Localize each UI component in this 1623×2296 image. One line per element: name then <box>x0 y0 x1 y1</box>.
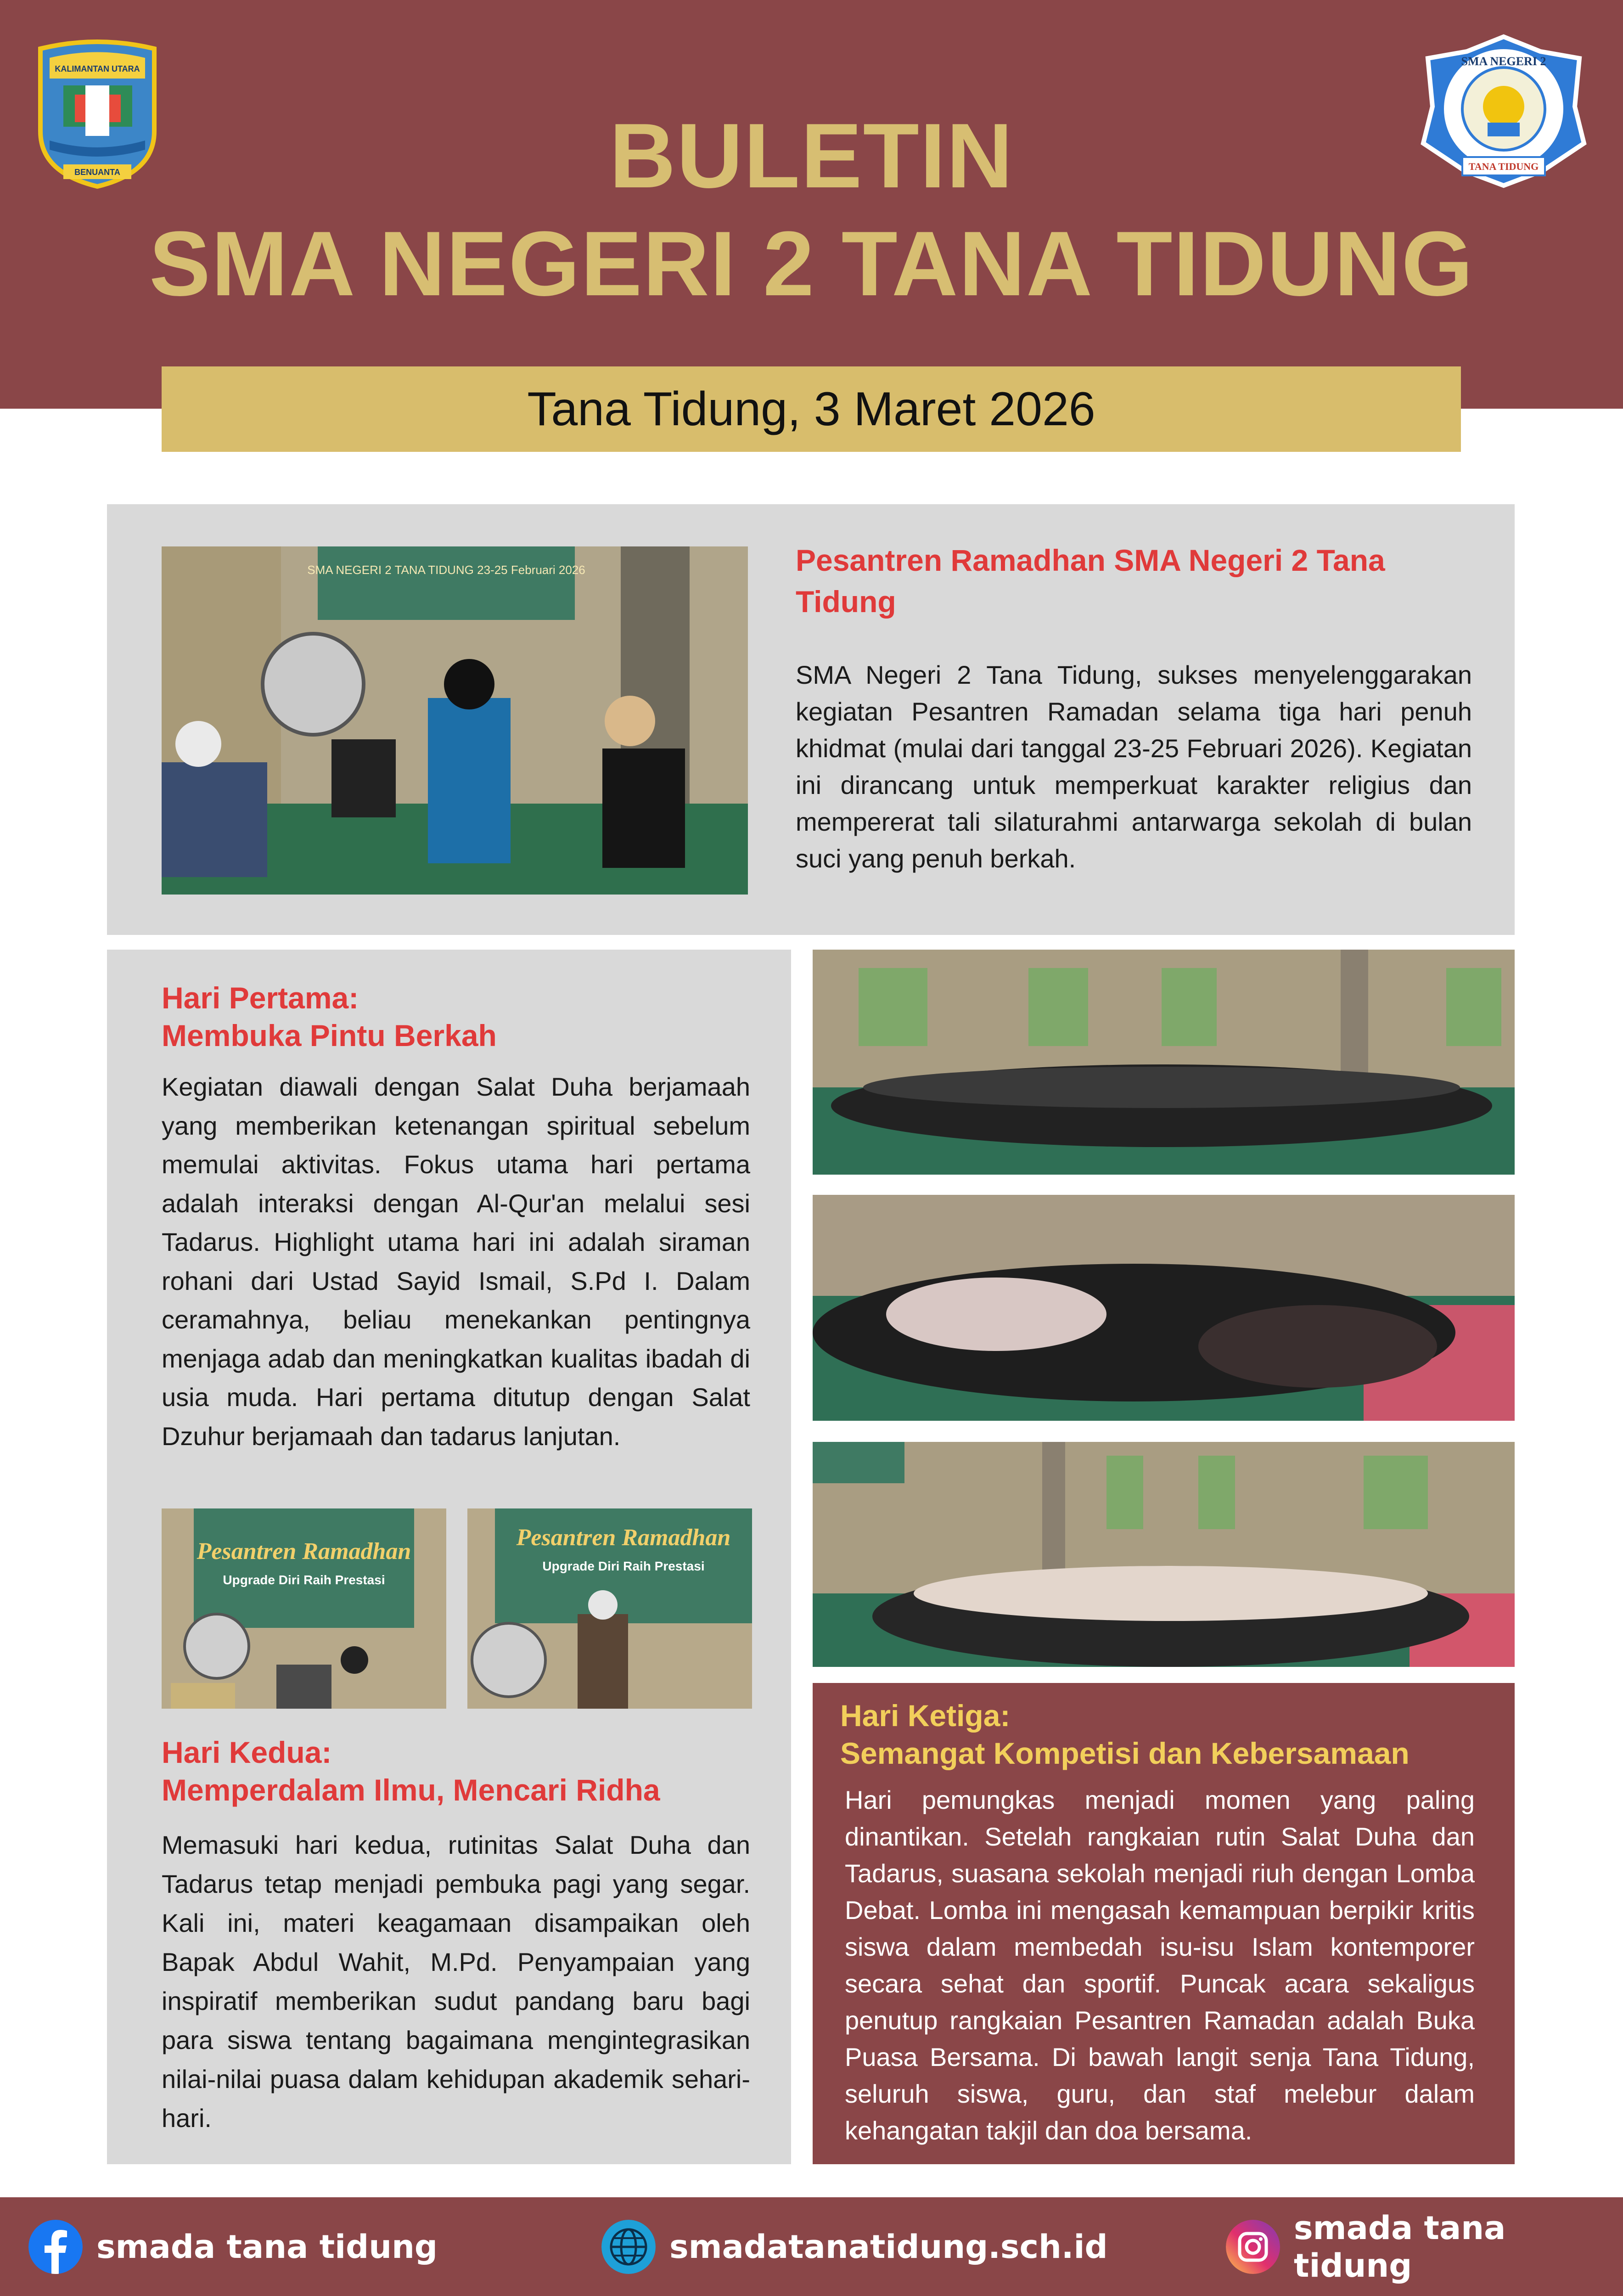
svg-text:Pesantren Ramadhan: Pesantren Ramadhan <box>516 1525 731 1551</box>
instagram-handle: smada tana tidung <box>1294 2209 1506 2285</box>
day1-speaker-photo-2 <box>467 1508 752 1709</box>
facebook-icon <box>28 2220 83 2274</box>
day1-speaker-photo-1 <box>162 1508 446 1709</box>
day1-body: Kegiatan diawali dengan Salat Duha berjamaah yang memberikan ketenangan spiritual sebelum memulai aktivitas. Fokus utama hari pertama adalah interaksi dengan Al-Qur'an melalui sesi Tadarus. Highlight utama hari ini adalah siraman rohani dari Ustad Sayid Ismail, S.Pd I. Dalam ceramahnya, beliau menekankan pentingnya menjaga adab dan meningkatkan kualitas ibadah di usia muda. Hari pertama ditutup dengan Salat Dzuhur berjamaah dan tadarus lanjutan. <box>162 1072 750 1451</box>
svg-text:SMA NEGERI 2: SMA NEGERI 2 <box>1461 55 1546 68</box>
website-link[interactable] <box>601 2197 1108 2296</box>
svg-text:KALIMANTAN UTARA: KALIMANTAN UTARA <box>55 64 140 73</box>
svg-text:Pesantren Ramadhan: Pesantren Ramadhan <box>197 1538 411 1564</box>
date-text: Tana Tidung, 3 Maret 2026 <box>527 382 1095 436</box>
svg-text:Upgrade Diri Raih Prestasi: Upgrade Diri Raih Prestasi <box>542 1559 705 1573</box>
globe-icon <box>601 2220 656 2274</box>
day1-heading <box>162 979 758 1054</box>
students-reading-photo <box>813 1195 1515 1421</box>
svg-text:SMA NEGERI 2 TANA TIDUNG 23-25: SMA NEGERI 2 TANA TIDUNG 23-25 Februari 2026 <box>307 563 585 577</box>
day3-title-line1: Hari Ketiga: <box>840 1699 1011 1733</box>
bulletin-title: BULETIN <box>609 105 1014 207</box>
day3-body: Hari pemungkas menjadi momen yang paling dinantikan. Setelah rangkaian rutin Salat Duha dan Tadarus, suasana sekolah menjadi riuh dengan Lomba Debat. Lomba ini mengasah kemampuan berpikir kritis siswa dalam membedah isu-isu Islam kontemporer secara sehat dan sportif. Puncak acara sekaligus penutup rangkaian Pesantren Ramadan adalah Buka Puasa Bersama. Di bawah langit senja Tana Tidung, seluruh siswa, guru, dan staf melebur dalam kehangatan takjil dan doa bersama. <box>845 1785 1475 2145</box>
svg-text:Upgrade Diri Raih Prestasi: Upgrade Diri Raih Prestasi <box>223 1573 385 1587</box>
facebook-link[interactable] <box>28 2197 438 2296</box>
main-article-title: Pesantren Ramadhan SMA Negeri 2 Tana Tidung <box>796 543 1385 619</box>
day2-heading <box>162 1733 758 1809</box>
day3-heading <box>840 1697 1492 1772</box>
instagram-icon <box>1226 2220 1280 2274</box>
opening-session-photo <box>162 546 748 895</box>
facebook-handle: smada tana tidung <box>96 2228 438 2266</box>
day1-title-line2: Membuka Pintu Berkah <box>162 1019 497 1052</box>
students-hall-photo-2 <box>813 1442 1515 1667</box>
date-band <box>162 366 1461 452</box>
day2-body: Memasuki hari kedua, rutinitas Salat Duha dan Tadarus tetap menjadi pembuka pagi yang segar. Kali ini, materi keagamaan disampaikan oleh Bapak Abdul Wahit, M.Pd. Penyampaian yang inspiratif memberikan sudut pandang baru bagi para siswa tentang bagaimana mengintegrasikan nilai-nilai puasa dalam kehidupan akademik sehari-hari. <box>162 1830 750 2133</box>
day2-title-line1: Hari Kedua: <box>162 1735 332 1769</box>
school-name-title: SMA NEGERI 2 TANA TIDUNG <box>149 213 1474 315</box>
day3-title-line2: Semangat Kompetisi dan Kebersamaan <box>840 1736 1410 1770</box>
main-article-body: SMA Negeri 2 Tana Tidung, sukses menyelenggarakan kegiatan Pesantren Ramadan selama tiga hari penuh khidmat (mulai dari tanggal 23-25 Februari 2026). Kegiatan ini dirancang untuk memperkuat karakter religius dan mempererat tali silaturahmi antarwarga sekolah di bulan suci yang penuh berkah. <box>796 660 1472 873</box>
day1-title-line1: Hari Pertama: <box>162 981 359 1015</box>
svg-text:TANA TIDUNG: TANA TIDUNG <box>1468 161 1539 172</box>
day2-title-line2: Memperdalam Ilmu, Mencari Ridha <box>162 1773 660 1807</box>
students-hall-photo-1 <box>813 950 1515 1175</box>
instagram-link[interactable] <box>1226 2197 1623 2296</box>
website-url: smadatanatidung.sch.id <box>669 2228 1108 2266</box>
svg-text:BENUANTA: BENUANTA <box>74 168 120 177</box>
